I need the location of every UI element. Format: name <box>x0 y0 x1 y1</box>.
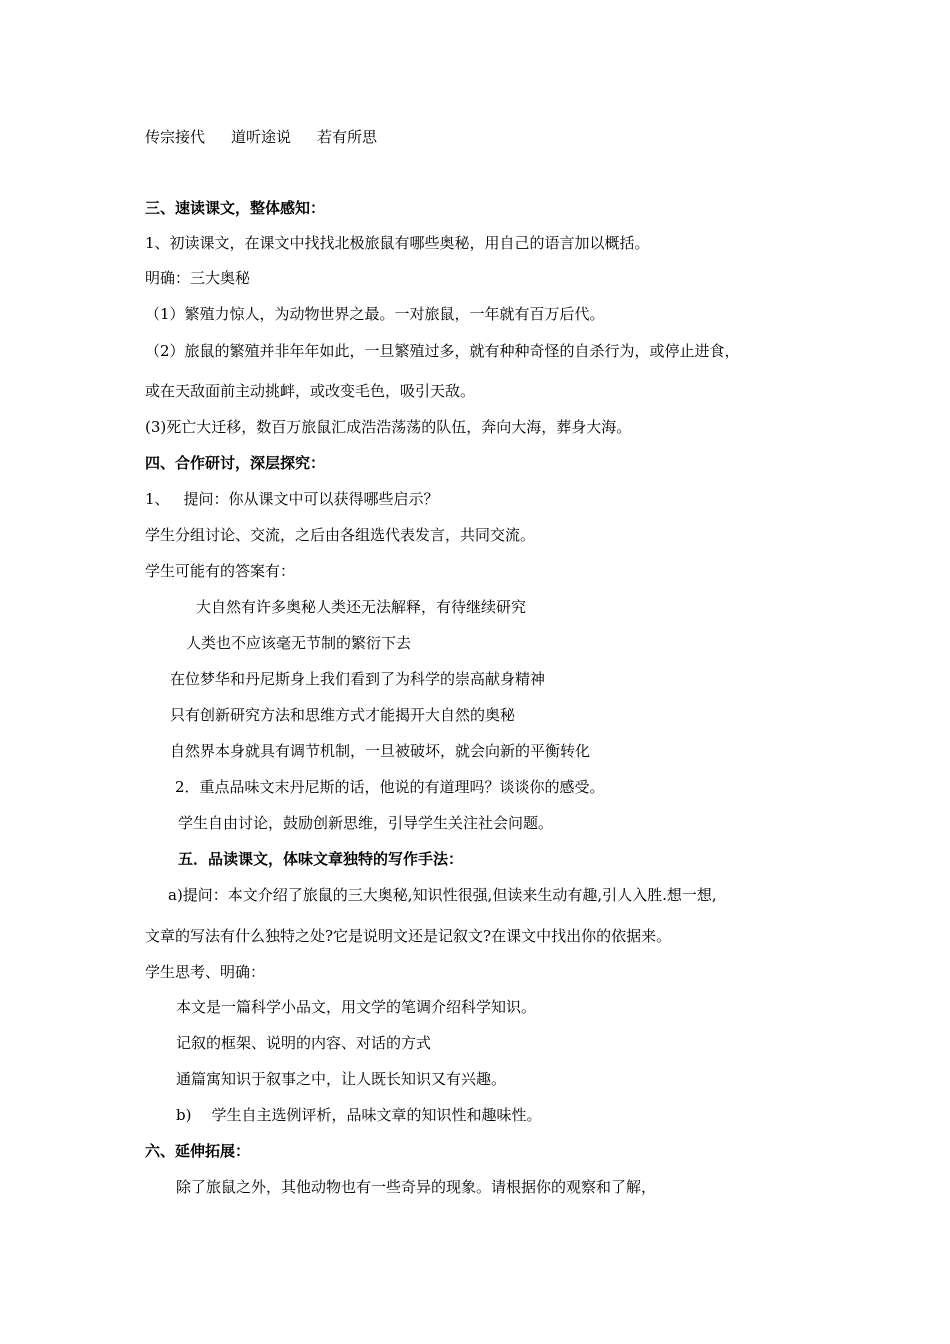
s4-question-2: 2．重点品味文末丹尼斯的话，他说的有道理吗？谈谈你的感受。 <box>175 778 605 796</box>
s3-question-1: 1、初读课文，在课文中找找北极旅鼠有哪些奥秘，用自己的语言加以概括。 <box>145 234 650 252</box>
s4-question-1-text: 提问：你从课文中可以获得哪些启示？ <box>183 490 439 508</box>
s5-answer-1: 本文是一篇科学小品文，用文学的笔调介绍科学知识。 <box>176 998 537 1016</box>
vocab-word: 若有所思 <box>317 128 378 146</box>
s4-answer-1: 大自然有许多奥秘人类还无法解释，有待继续研究 <box>196 598 527 616</box>
s4-answer-2: 人类也不应该毫无节制的繁衍下去 <box>186 634 412 652</box>
vocab-word: 传宗接代 <box>145 128 206 146</box>
section-5-heading: 五．品读课文，体味文章独特的写作手法： <box>178 850 464 868</box>
section-6-heading: 六、延伸拓展： <box>145 1142 251 1160</box>
s3-point-2b: 或在天敌面前主动挑衅，或改变毛色，吸引天敌。 <box>145 382 476 400</box>
s3-point-3: (3)死亡大迁移，数百万旅鼠汇成浩浩荡荡的队伍，奔向大海，葬身大海。 <box>145 418 632 436</box>
vocab-word: 道听途说 <box>231 128 292 146</box>
s5-answer-3: 通篇寓知识于叙事之中，让人既长知识又有兴趣。 <box>176 1070 507 1088</box>
s5-question-b-label: b) <box>176 1106 192 1124</box>
s5-question-a2: 文章的写法有什么独特之处?它是说明文还是记叙文?在课文中找出你的依据来。 <box>145 927 672 945</box>
section-3-heading: 三、速读课文，整体感知： <box>145 199 326 217</box>
s4-answers-intro: 学生可能有的答案有： <box>145 562 296 580</box>
s5-question-b <box>176 1105 541 1125</box>
s3-answer-label: 明确：三大奥秘 <box>145 269 251 287</box>
s3-point-1: （1）繁殖力惊人，为动物世界之最。一对旅鼠，一年就有百万后代。 <box>145 305 605 323</box>
s5-answer-2: 记叙的框架、说明的内容、对话的方式 <box>176 1034 432 1052</box>
s4-answer-3: 在位梦华和丹尼斯身上我们看到了为科学的崇高献身精神 <box>170 670 546 688</box>
section-4-heading: 四、合作研讨，深层探究： <box>145 454 326 472</box>
s5-think-label: 学生思考、明确： <box>145 963 266 981</box>
s4-question-1-number: 1、 <box>145 490 170 508</box>
s5-question-a1: a)提问：本文介绍了旅鼠的三大奥秘,知识性很强,但读来生动有趣,引人入胜.想一想, <box>168 886 717 904</box>
s5-question-b-text: 学生自主选例评析，品味文章的知识性和趣味性。 <box>211 1106 542 1124</box>
s4-answer-4: 只有创新研究方法和思维方式才能揭开大自然的奥秘 <box>170 706 516 724</box>
s6-paragraph-1: 除了旅鼠之外，其他动物也有一些奇异的现象。请根据你的观察和了解， <box>176 1178 657 1196</box>
vocab-words <box>145 127 403 147</box>
s4-answer-5: 自然界本身就具有调节机制，一旦被破坏，就会向新的平衡转化 <box>170 742 591 760</box>
s4-question-1 <box>145 489 439 509</box>
s4-group-discussion: 学生分组讨论、交流，之后由各组选代表发言，共同交流。 <box>145 526 536 544</box>
s3-point-2a: （2）旅鼠的繁殖并非年年如此，一旦繁殖过多，就有种种奇怪的自杀行为，或停止进食， <box>145 342 740 360</box>
s4-question-2-response: 学生自由讨论，鼓励创新思维，引导学生关注社会问题。 <box>178 814 554 832</box>
